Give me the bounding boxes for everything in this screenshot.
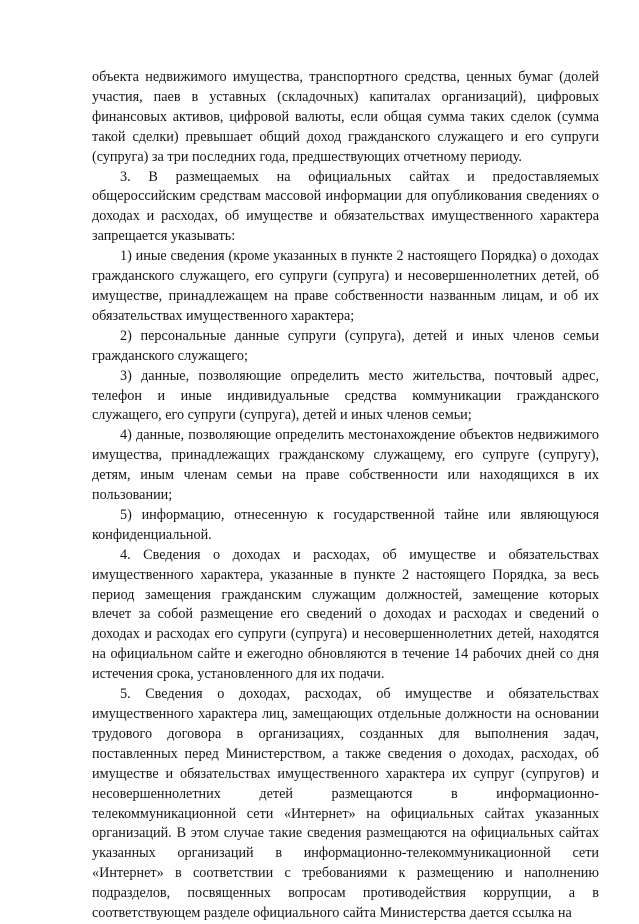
paragraph-item-4: 4. Сведения о доходах и расходах, об имуществе и обязательствах имущественного характера, указанные в пункте 2 настоящего Порядка, за весь период замещения гражданским служащим должностей, замещение которых влечет за собой размещение его сведений о доходах и расходах и сведений о доходах и расходах его супруги (супруга) и несовершеннолетних детей, находятся на официальном сайте и ежегодно обновляются в течение 14 рабочих дней со дня истечения срока, установленного для их подачи. (92, 546, 599, 683)
paragraph-continuation: объекта недвижимого имущества, транспортного средства, ценных бумаг (долей участия, паев в уставных (складочных) капиталах организаций), цифровых финансовых активов, цифровой валюты, если общая сумма таких сделок (сумма такой сделки) превышает общий доход гражданского служащего и его супруги (супруга) за три последних года, предшествующих отчетному периоду. (92, 69, 599, 165)
document-body (92, 68, 599, 924)
paragraph-subitem-3: 3) данные, позволяющие определить место жительства, почтовый адрес, телефон и иные индивидуальные средства коммуникации гражданского служащего, его супруги (супруга), детей и иных членов семьи; (92, 367, 599, 424)
paragraph-subitem-5: 5) информацию, отнесенную к государственной тайне или являющуюся конфиденциальной. (92, 506, 599, 543)
paragraph-subitem-2: 2) персональные данные супруги (супруга), детей и иных членов семьи гражданского служащего; (92, 327, 599, 364)
paragraph-item-5: 5. Сведения о доходах, расходах, об имуществе и обязательствах имущественного характера лиц, замещающих отдельные должности на основании трудового договора в организациях, созданных для выполнения задач, поставленных перед Министерством, а также сведения о доходах, расходах, об имуществе и обязательствах имущественного характера их супруг (супругов) и несовершеннолетних детей размещаются в информационно-телекоммуникационной сети «Интернет» на официальных сайтах указанных организаций. В этом случае такие сведения размещаются на официальных сайтах указанных организаций в информационно-телекоммуникационной сети «Интернет» в соответствии с требованиями к размещению и наполнению подразделов, посвященных вопросам противодействия коррупции, а в соответствующем разделе официального сайта Министерства дается ссылка на (92, 686, 599, 922)
paragraph-subitem-4: 4) данные, позволяющие определить местонахождение объектов недвижимого имущества, принадлежащих гражданскому служащему, его супруге (супругу), детям, иным членам семьи на праве собственности или находящихся в их пользовании; (92, 427, 599, 504)
paragraph-subitem-1: 1) иные сведения (кроме указанных в пункте 2 настоящего Порядка) о доходах гражданского служащего, его супруги (супруга) и несовершеннолетних детей, об имуществе, принадлежащем на праве собственности названным лицам, и об их обязательствах имущественного характера; (92, 248, 599, 324)
paragraph-item-3: 3. В размещаемых на официальных сайтах и предоставляемых общероссийским средствам массовой информации для опубликования сведениях о доходах и расходах, об имуществе и обязательствах имущественного характера запрещается указывать: (92, 168, 599, 245)
